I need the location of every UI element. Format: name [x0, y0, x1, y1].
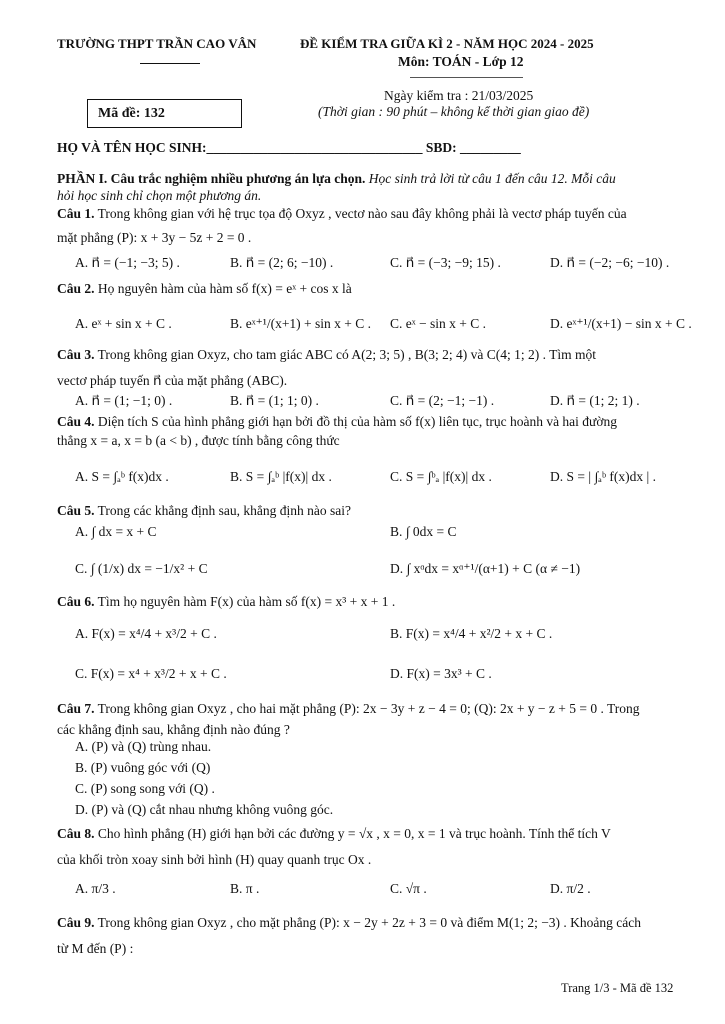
exam-title: ĐỀ KIỂM TRA GIỮA KÌ 2 - NĂM HỌC 2024 - 2025: [300, 36, 594, 51]
question-label: Câu 4.: [57, 414, 95, 429]
q8-option-a: A. π/3 .: [75, 881, 116, 896]
question-8-line-1: [57, 825, 685, 843]
q8-option-c: C. √π .: [390, 881, 427, 896]
question-label: Câu 2.: [57, 281, 95, 296]
q5-option-a: A. ∫ dx = x + C: [75, 524, 157, 539]
question-3-line-2: vectơ pháp tuyến n⃗ của mặt phẳng (ABC).: [57, 373, 288, 388]
question-9-line-2: từ M đến (P) :: [57, 941, 134, 956]
q3-option-d: D. n⃗ = (1; 2; 1) .: [550, 393, 640, 408]
question-text: Họ nguyên hàm của hàm số f(x) = eˣ + cos x là: [97, 281, 352, 296]
q4-option-a: A. S = ∫ₐᵇ f(x)dx .: [75, 469, 169, 484]
exam-date: Ngày kiểm tra : 21/03/2025: [384, 88, 534, 103]
q3-option-c: C. n⃗ = (2; −1; −1) .: [390, 393, 495, 408]
q1-option-b: B. n⃗ = (2; 6; −10) .: [230, 255, 334, 270]
question-7-line-2: các khẳng định sau, khẳng định nào đúng ?: [57, 722, 290, 737]
q5-option-c: C. ∫ (1/x) dx = −1/x² + C: [75, 561, 208, 576]
question-text: Trong không gian với hệ trục tọa độ Oxyz , vectơ nào sau đây không phải là vectơ pháp tuyến của: [97, 206, 627, 221]
part1-title: PHẦN I. Câu trắc nghiệm nhiều phương án lựa chọn.: [57, 171, 366, 186]
q5-option-b: B. ∫ 0dx = C: [390, 524, 457, 539]
question-text: Diện tích S của hình phẳng giới hạn bởi đồ thị của hàm số f(x) liên tục, trục hoành và hai đường: [97, 414, 618, 429]
question-9-line-1: [57, 914, 685, 932]
q6-option-a: A. F(x) = x⁴/4 + x³/2 + C .: [75, 626, 217, 641]
q2-option-b: B. eˣ⁺¹/(x+1) + sin x + C .: [230, 316, 372, 331]
question-label: Câu 1.: [57, 206, 95, 221]
question-text: Trong không gian Oxyz, cho tam giác ABC có A(2; 3; 5) , B(3; 2; 4) và C(4; 1; 2) . Tìm một: [97, 347, 596, 362]
question-label: Câu 7.: [57, 701, 95, 716]
page-footer: Trang 1/3 - Mã đề 132: [561, 981, 674, 995]
question-label: Câu 6.: [57, 594, 95, 609]
q7-option-c: C. (P) song song với (Q) .: [75, 781, 215, 796]
q4-option-c: C. S = ∫ᵇₐ |f(x)| dx .: [390, 469, 492, 484]
q2-option-a: A. eˣ + sin x + C .: [75, 316, 172, 331]
q2-option-c: C. eˣ − sin x + C .: [390, 316, 487, 331]
question-8-line-2: của khối tròn xoay sinh bởi hình (H) quay quanh trục Ox .: [57, 852, 372, 867]
part1-instruction-1: Học sinh trả lời từ câu 1 đến câu 12. Mỗi câu: [368, 171, 616, 186]
q8-option-d: D. π/2 .: [550, 881, 591, 896]
question-label: Câu 8.: [57, 826, 95, 841]
question-text: Tìm họ nguyên hàm F(x) của hàm số f(x) = x³ + x + 1 .: [97, 594, 396, 609]
q2-option-d: D. eˣ⁺¹/(x+1) − sin x + C .: [550, 316, 692, 331]
q7-option-b: B. (P) vuông góc với (Q): [75, 760, 211, 775]
q6-option-b: B. F(x) = x⁴/4 + x²/2 + x + C .: [390, 626, 553, 641]
q7-option-a: A. (P) và (Q) trùng nhau.: [75, 739, 212, 754]
question-2-line-1: [57, 280, 685, 298]
q7-option-d: D. (P) và (Q) cắt nhau nhưng không vuông góc.: [75, 802, 334, 817]
question-text: Trong không gian Oxyz , cho hai mặt phẳng (P): 2x − 3y + z − 4 = 0; (Q): 2x + y − z + 5 = 0 . Trong: [97, 701, 640, 716]
subject-underline: [410, 77, 523, 78]
q6-option-c: C. F(x) = x⁴ + x³/2 + x + C .: [75, 666, 227, 681]
question-1-line-1: [57, 205, 685, 223]
question-text: Cho hình phẳng (H) giới hạn bởi các đường y = √x , x = 0, x = 1 và trục hoành. Tính thể tích V: [97, 826, 611, 841]
subject-line: Môn: TOÁN - Lớp 12: [398, 54, 524, 69]
question-3-line-1: [57, 346, 685, 364]
school-name: TRƯỜNG THPT TRẦN CAO VÂN: [57, 36, 257, 51]
question-text: Trong các khẳng định sau, khẳng định nào sai?: [97, 503, 351, 518]
question-label: Câu 3.: [57, 347, 95, 362]
q8-option-b: B. π .: [230, 881, 260, 896]
exam-code-box: [87, 99, 242, 128]
question-4-line-1: [57, 413, 685, 431]
part1-heading: [57, 170, 685, 188]
q1-option-d: D. n⃗ = (−2; −6; −10) .: [550, 255, 670, 270]
question-text: Trong không gian Oxyz , cho mặt phẳng (P): x − 2y + 2z + 3 = 0 và điểm M(1; 2; −3) . Khoảng cách: [97, 915, 642, 930]
question-5-line-1: [57, 502, 685, 520]
q4-option-b: B. S = ∫ₐᵇ |f(x)| dx .: [230, 469, 332, 484]
q3-option-a: A. n⃗ = (1; −1; 0) .: [75, 393, 173, 408]
q3-option-b: B. n⃗ = (1; 1; 0) .: [230, 393, 319, 408]
q1-option-c: C. n⃗ = (−3; −9; 15) .: [390, 255, 501, 270]
exam-code: Mã đề: 132: [98, 106, 165, 121]
q5-option-d: D. ∫ xᵅdx = xᵅ⁺¹/(α+1) + C (α ≠ −1): [390, 561, 581, 576]
question-label: Câu 9.: [57, 915, 95, 930]
question-7-line-1: [57, 700, 685, 718]
q6-option-d: D. F(x) = 3x³ + C .: [390, 666, 492, 681]
school-underline: [140, 63, 200, 64]
q4-option-d: D. S = | ∫ₐᵇ f(x)dx | .: [550, 469, 656, 484]
part1-instruction-2: hỏi học sinh chỉ chọn một phương án.: [57, 188, 262, 203]
question-6-line-1: [57, 593, 685, 611]
q1-option-a: A. n⃗ = (−1; −3; 5) .: [75, 255, 180, 270]
question-1-line-2: mặt phẳng (P): x + 3y − 5z + 2 = 0 .: [57, 230, 252, 245]
exam-duration: (Thời gian : 90 phút – không kể thời gian giao đề): [318, 104, 590, 119]
question-label: Câu 5.: [57, 503, 95, 518]
student-info-line: HỌ VÀ TÊN HỌC SINH:________________________________ SBD: _________: [57, 140, 521, 155]
question-4-line-2: thẳng x = a, x = b (a < b) , được tính bằng công thức: [57, 433, 340, 448]
